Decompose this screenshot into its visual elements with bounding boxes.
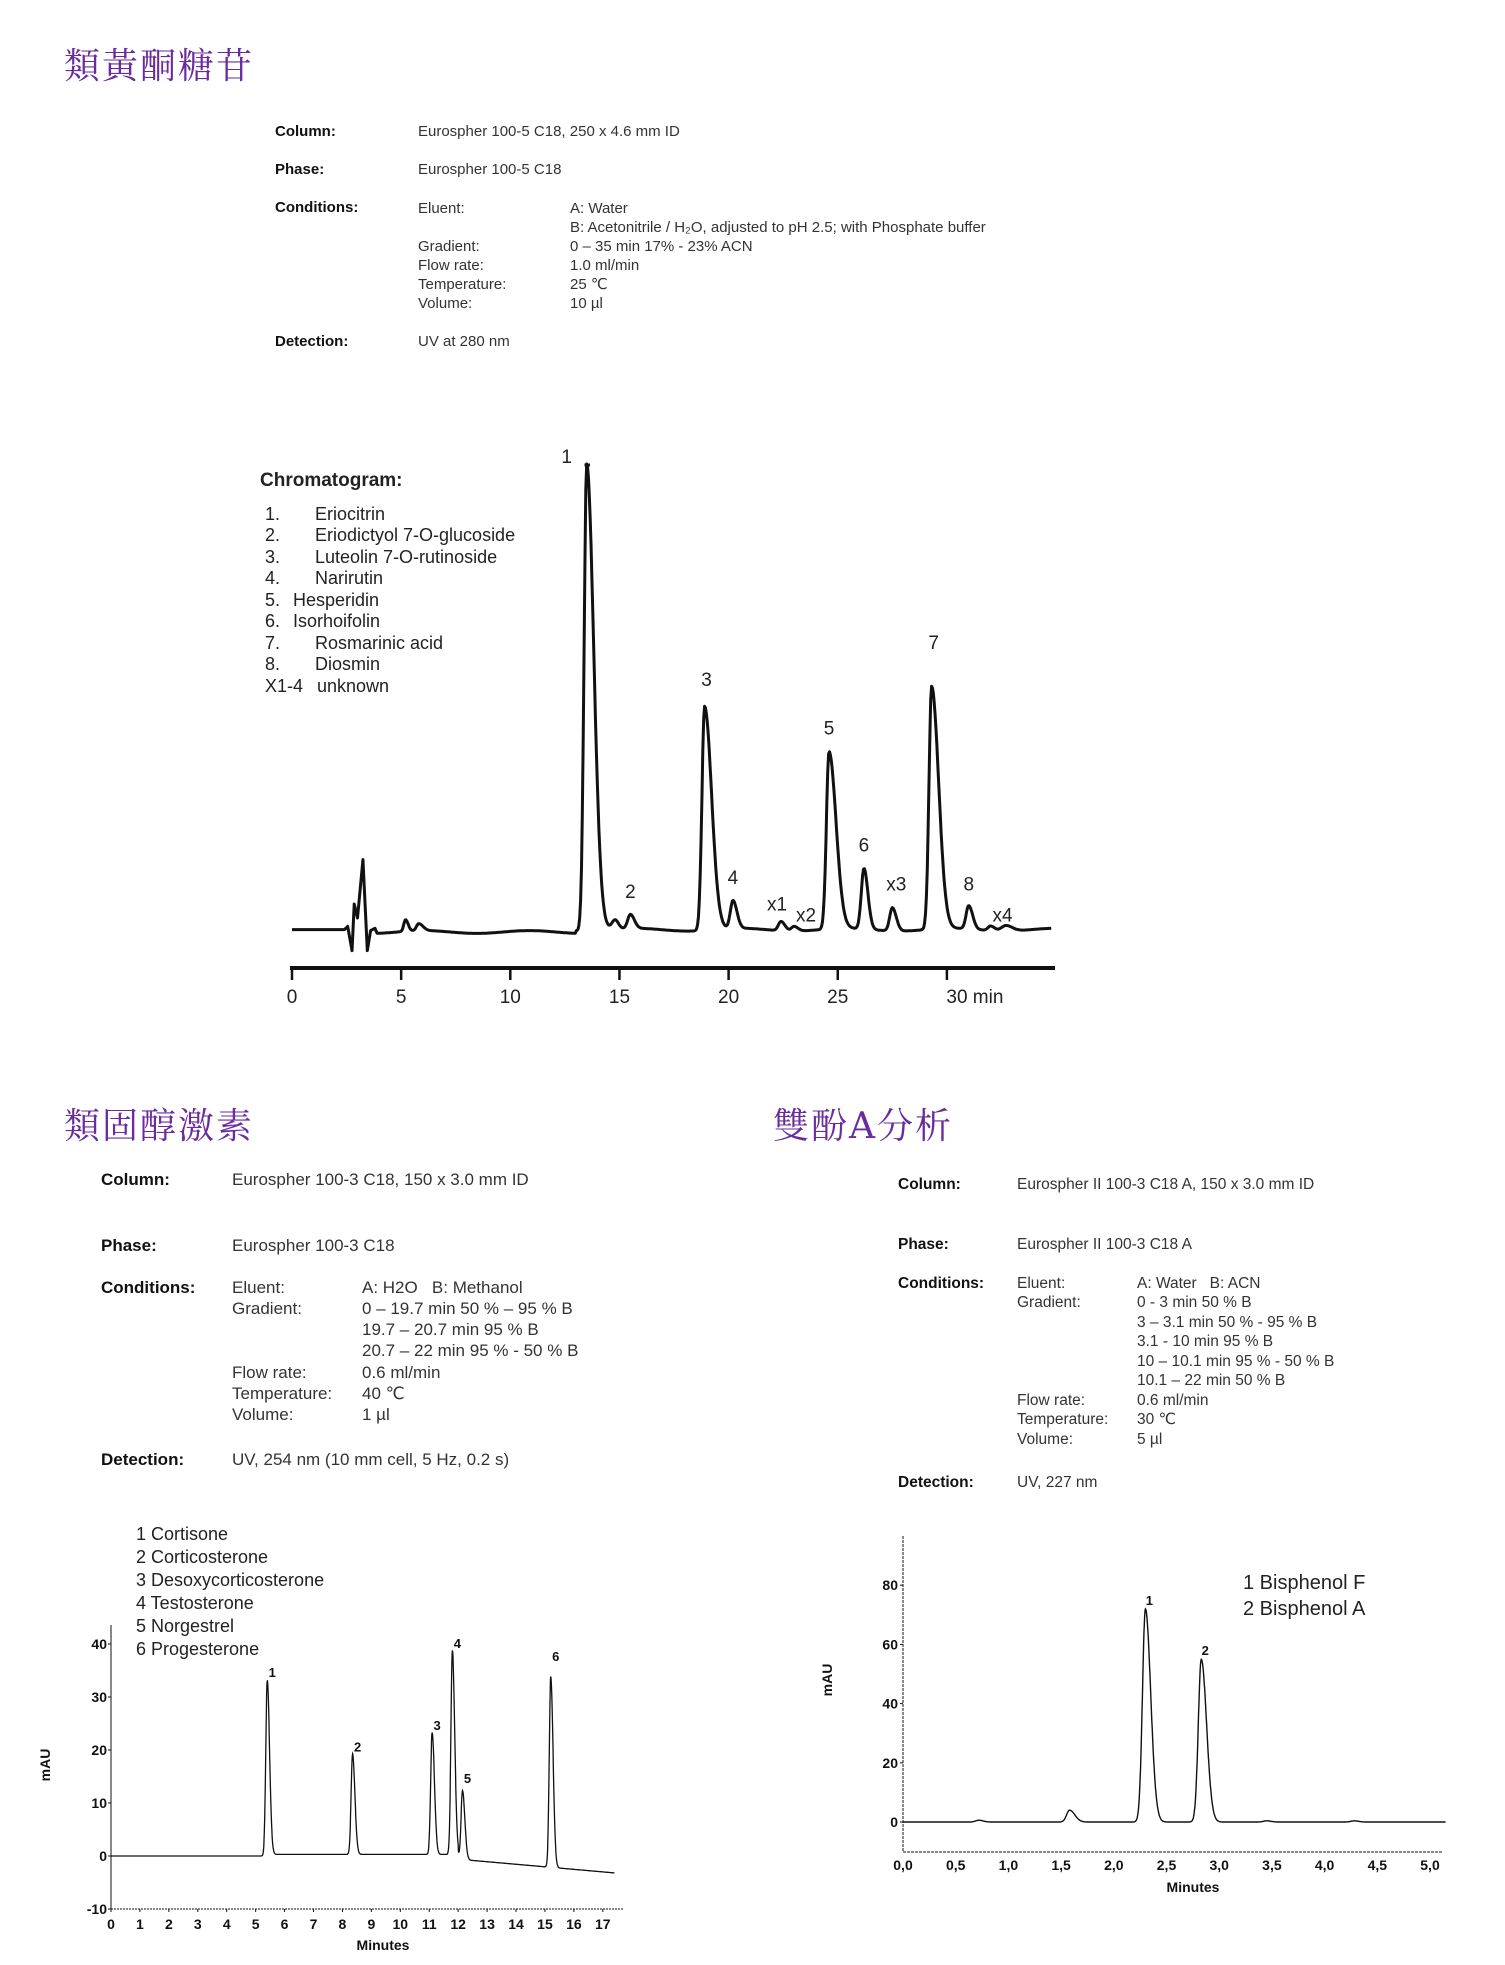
svg-text:0: 0 xyxy=(286,987,298,1008)
phase-label: Phase: xyxy=(275,161,325,178)
legend-item: 4 Testosterone xyxy=(136,1593,254,1613)
gradient-label: Gradient: xyxy=(1017,1294,1081,1311)
temperature-label: Temperature: xyxy=(418,276,507,293)
legend-item: 6 Progesterone xyxy=(136,1639,260,1659)
flow-label: Flow rate: xyxy=(1017,1392,1086,1409)
peak-label: 5 xyxy=(463,1771,472,1787)
gradient-step: 19.7 – 20.7 min 95 % B xyxy=(362,1320,539,1339)
phase-label: Phase: xyxy=(898,1236,949,1253)
gradient-step: 3.1 - 10 min 95 % B xyxy=(1137,1333,1274,1350)
volume-label: Volume: xyxy=(418,295,473,312)
svg-text:0: 0 xyxy=(99,1848,107,1864)
conditions-label: Conditions: xyxy=(101,1278,196,1297)
svg-text:10: 10 xyxy=(91,1795,107,1811)
flow-label: Flow rate: xyxy=(418,257,484,274)
peak-label: 3 xyxy=(433,1718,441,1734)
svg-text:80: 80 xyxy=(882,1577,898,1594)
peak-label: x1 xyxy=(766,894,788,916)
svg-text:1: 1 xyxy=(136,1916,144,1932)
temperature-value: 40 ℃ xyxy=(362,1384,405,1403)
svg-text:mAU: mAU xyxy=(37,1748,53,1782)
svg-text:6: 6 xyxy=(280,1916,289,1932)
svg-text:5: 5 xyxy=(251,1916,260,1932)
gradient-label: Gradient: xyxy=(418,238,480,255)
peak-label: 1 xyxy=(1145,1592,1154,1608)
column-value: Eurospher 100-5 C18, 250 x 4.6 mm ID xyxy=(418,123,680,140)
gradient-step: 3 – 3.1 min 50 % - 95 % B xyxy=(1137,1314,1318,1331)
flow-label: Flow rate: xyxy=(232,1363,307,1382)
temperature-value: 25 ℃ xyxy=(570,276,608,293)
temperature-value: 30 ℃ xyxy=(1137,1411,1176,1428)
peak-label: x3 xyxy=(886,874,907,896)
temperature-label: Temperature: xyxy=(1017,1411,1109,1428)
peak-label: 2 xyxy=(353,1739,362,1755)
volume-value: 5 µl xyxy=(1137,1431,1163,1448)
svg-text:8: 8 xyxy=(338,1916,347,1932)
legend-item: 2. Eriodictyol 7-O-glucoside xyxy=(265,525,516,545)
section-title-bisphenol: 雙酚A分析 xyxy=(773,1106,953,1147)
legend-item: 5 Norgestrel xyxy=(136,1616,235,1636)
svg-text:-10: -10 xyxy=(86,1901,107,1917)
svg-text:15: 15 xyxy=(537,1916,553,1932)
svg-text:4,0: 4,0 xyxy=(1314,1857,1335,1873)
detection-label: Detection: xyxy=(101,1450,185,1469)
svg-text:1,0: 1,0 xyxy=(998,1857,1019,1873)
svg-text:0,0: 0,0 xyxy=(893,1857,913,1873)
phase-value: Eurospher 100-3 C18 xyxy=(232,1236,395,1255)
detection-value: UV at 280 nm xyxy=(418,333,510,350)
svg-text:20: 20 xyxy=(91,1742,107,1758)
legend-item: X1-4 unknown xyxy=(265,675,390,696)
svg-text:2,0: 2,0 xyxy=(1104,1857,1124,1873)
section-title-steroid: 類固醇激素 xyxy=(64,1106,255,1147)
peak-label: 3 xyxy=(701,669,712,691)
eluent-a-value: A: Water xyxy=(570,200,628,217)
svg-text:30: 30 xyxy=(91,1689,107,1705)
svg-text:mAU: mAU xyxy=(819,1663,835,1697)
svg-text:40: 40 xyxy=(91,1636,107,1652)
legend-item: 7. Rosmarinic acid xyxy=(265,632,444,653)
legend-item: 3 Desoxycorticosterone xyxy=(136,1570,325,1590)
detection-label: Detection: xyxy=(275,333,349,350)
svg-text:0,5: 0,5 xyxy=(945,1857,966,1873)
gradient-step: 0 - 3 min 50 % B xyxy=(1137,1294,1252,1311)
column-label: Column: xyxy=(898,1176,961,1193)
phase-label: Phase: xyxy=(101,1236,157,1255)
svg-text:3: 3 xyxy=(193,1916,202,1932)
svg-text:9: 9 xyxy=(367,1916,376,1932)
svg-text:3,5: 3,5 xyxy=(1262,1857,1282,1873)
conditions-label: Conditions: xyxy=(275,199,359,216)
svg-text:13: 13 xyxy=(479,1916,495,1932)
peak-label: 5 xyxy=(823,718,835,740)
section-title-flavonoid: 類黃酮糖苷 xyxy=(64,46,255,87)
svg-text:20: 20 xyxy=(882,1754,898,1771)
svg-text:2,5: 2,5 xyxy=(1156,1857,1177,1873)
eluent-value: A: Water B: ACN xyxy=(1137,1275,1261,1292)
svg-text:2: 2 xyxy=(164,1916,173,1932)
legend-item: 8. Diosmin xyxy=(265,654,381,674)
svg-text:4,5: 4,5 xyxy=(1367,1857,1388,1873)
svg-text:60: 60 xyxy=(882,1636,898,1653)
peak-label: 1 xyxy=(561,447,572,468)
svg-text:20: 20 xyxy=(718,987,740,1008)
svg-text:16: 16 xyxy=(566,1916,582,1932)
gradient-step: 20.7 – 22 min 95 % - 50 % B xyxy=(362,1341,579,1360)
legend-title: Chromatogram: xyxy=(260,470,403,491)
gradient-label: Gradient: xyxy=(232,1299,302,1318)
eluent-label: Eluent: xyxy=(418,200,465,217)
svg-text:Minutes: Minutes xyxy=(1166,1879,1220,1895)
eluent-value: A: H2O B: Methanol xyxy=(362,1278,523,1297)
volume-value: 10 µl xyxy=(570,295,603,312)
peak-label: 4 xyxy=(727,867,739,889)
svg-text:12: 12 xyxy=(450,1916,466,1932)
peak-label: 2 xyxy=(625,881,636,903)
flow-value: 1.0 ml/min xyxy=(570,257,640,274)
peak-label: 1 xyxy=(268,1665,276,1681)
peak-label: 6 xyxy=(858,835,870,857)
column-value: Eurospher 100-3 C18, 150 x 3.0 mm ID xyxy=(232,1170,529,1189)
column-value: Eurospher II 100-3 C18 A, 150 x 3.0 mm ID xyxy=(1017,1176,1315,1193)
legend-item: 5. Hesperidin xyxy=(265,589,380,610)
volume-label: Volume: xyxy=(1017,1431,1074,1448)
peak-label: x4 xyxy=(992,905,1013,927)
eluent-label: Eluent: xyxy=(232,1278,285,1297)
svg-text:30 min: 30 min xyxy=(946,987,1004,1008)
svg-text:5: 5 xyxy=(395,987,407,1008)
column-label: Column: xyxy=(101,1170,170,1189)
peak-label: 6 xyxy=(552,1649,560,1665)
svg-text:10: 10 xyxy=(499,987,521,1008)
legend-item: 2 Corticosterone xyxy=(136,1547,269,1567)
flow-value: 0.6 ml/min xyxy=(362,1363,441,1382)
eluent-label: Eluent: xyxy=(1017,1275,1066,1292)
peak-label: 7 xyxy=(928,633,939,655)
legend-item: 3. Luteolin 7-O-rutinoside xyxy=(265,546,498,567)
volume-value: 1 µl xyxy=(362,1405,390,1424)
legend-item: 2 Bisphenol A xyxy=(1243,1598,1366,1620)
flow-value: 0.6 ml/min xyxy=(1137,1392,1209,1409)
phase-value: Eurospher 100-5 C18 xyxy=(418,161,562,178)
detection-value: UV, 254 nm (10 mm cell, 5 Hz, 0.2 s) xyxy=(232,1450,510,1469)
temperature-label: Temperature: xyxy=(232,1384,333,1403)
svg-text:25: 25 xyxy=(827,987,849,1008)
svg-text:15: 15 xyxy=(608,987,631,1008)
legend-item: 4. Narirutin xyxy=(265,568,384,588)
peak-label: x2 xyxy=(796,905,817,927)
gradient-value: 0 – 35 min 17% - 23% ACN xyxy=(570,238,753,255)
svg-text:1,5: 1,5 xyxy=(1051,1857,1071,1873)
peak-label: 2 xyxy=(1201,1643,1209,1659)
svg-text:Minutes: Minutes xyxy=(356,1937,410,1953)
svg-text:10: 10 xyxy=(392,1916,409,1932)
svg-text:17: 17 xyxy=(595,1916,611,1932)
legend-item: 1 Cortisone xyxy=(136,1524,229,1544)
gradient-step: 10.1 – 22 min 50 % B xyxy=(1137,1372,1286,1389)
peak-label: 8 xyxy=(963,874,975,896)
svg-text:4: 4 xyxy=(222,1916,231,1932)
svg-text:11: 11 xyxy=(421,1916,437,1932)
svg-text:3,0: 3,0 xyxy=(1209,1857,1229,1873)
detection-value: UV, 227 nm xyxy=(1017,1474,1098,1491)
phase-value: Eurospher II 100-3 C18 A xyxy=(1017,1236,1192,1253)
legend-item: 1 Bisphenol F xyxy=(1243,1572,1366,1594)
legend-item: 1. Eriocitrin xyxy=(265,503,386,524)
detection-label: Detection: xyxy=(898,1474,974,1491)
svg-text:0: 0 xyxy=(107,1916,115,1932)
gradient-step: 0 – 19.7 min 50 % – 95 % B xyxy=(362,1299,573,1318)
column-label: Column: xyxy=(275,123,336,140)
volume-label: Volume: xyxy=(232,1405,294,1424)
svg-text:0: 0 xyxy=(890,1814,898,1830)
conditions-label: Conditions: xyxy=(898,1275,985,1292)
svg-text:7: 7 xyxy=(309,1916,318,1932)
legend-item: 6. Isorhoifolin xyxy=(265,611,381,631)
svg-text:40: 40 xyxy=(882,1695,898,1712)
gradient-step: 10 – 10.1 min 95 % - 50 % B xyxy=(1137,1353,1335,1370)
svg-text:14: 14 xyxy=(508,1916,524,1932)
eluent-b-value: B: Acetonitrile / H₂O, adjusted to pH 2.5; with Phosphate buffer xyxy=(570,219,986,236)
peak-label: 4 xyxy=(453,1635,461,1651)
svg-text:5,0: 5,0 xyxy=(1420,1857,1440,1873)
